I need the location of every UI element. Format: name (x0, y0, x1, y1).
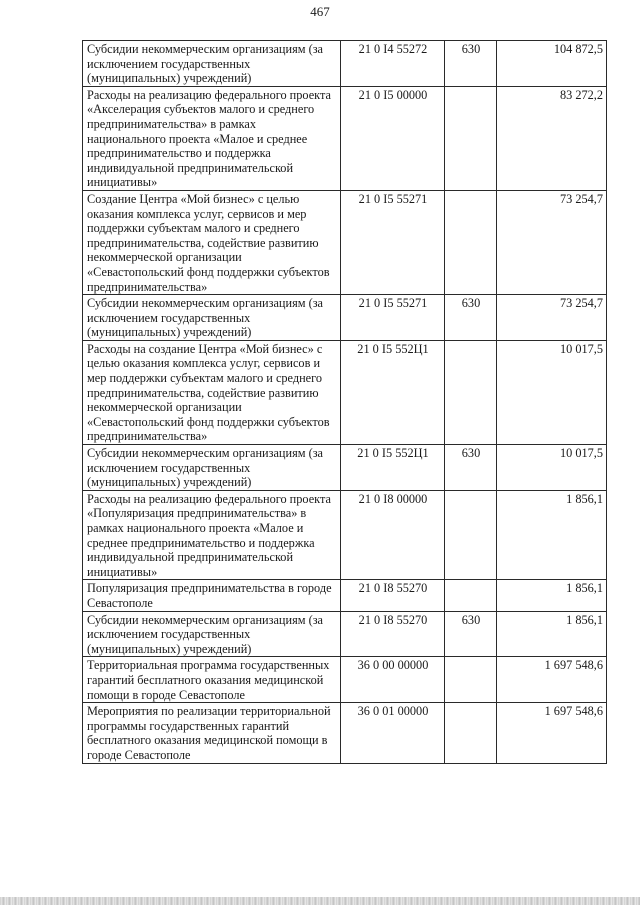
page-number: 467 (310, 4, 330, 19)
expense-name-cell: Расходы на создание Центра «Мой бизнес» с целью оказания комплекса услуг, сервисов и мер поддержки субъектам малого и среднего предпринимательства, содействие развитию некоммерческой организации «Севастопольский фонд поддержки субъектов предпринимательства» (83, 340, 341, 444)
expense-name-cell: Субсидии некоммерческим организациям (за исключением государственных (муниципальных) учреждений) (83, 41, 341, 87)
target-code-cell: 21 0 I5 552Ц1 (341, 445, 445, 491)
amount-cell: 73 254,7 (497, 295, 607, 341)
table-row (83, 86, 607, 190)
expense-type-cell (445, 190, 497, 294)
table-row (83, 611, 607, 657)
table-row (83, 657, 607, 703)
table-row (83, 703, 607, 763)
amount-cell: 10 017,5 (497, 445, 607, 491)
table-row (83, 490, 607, 580)
amount-cell: 73 254,7 (497, 190, 607, 294)
table-row (83, 445, 607, 491)
expense-name-cell: Субсидии некоммерческим организациям (за исключением государственных (муниципальных) учреждений) (83, 611, 341, 657)
table-row (83, 295, 607, 341)
expense-type-cell: 630 (445, 41, 497, 87)
target-code-cell: 21 0 I5 00000 (341, 86, 445, 190)
table-row (83, 190, 607, 294)
table-row (83, 580, 607, 611)
expense-type-cell (445, 703, 497, 763)
target-code-cell: 36 0 01 00000 (341, 703, 445, 763)
target-code-cell: 21 0 I5 55271 (341, 190, 445, 294)
amount-cell: 10 017,5 (497, 340, 607, 444)
expense-type-cell: 630 (445, 611, 497, 657)
target-code-cell: 21 0 I4 55272 (341, 41, 445, 87)
target-code-cell: 21 0 I8 00000 (341, 490, 445, 580)
amount-cell: 83 272,2 (497, 86, 607, 190)
amount-cell: 104 872,5 (497, 41, 607, 87)
expense-name-cell: Расходы на реализацию федерального проекта «Акселерация субъектов малого и среднего предпринимательства» в рамках национального проекта «Малое и среднее предпринимательство и поддержка индивидуальной предпринимательской инициативы» (83, 86, 341, 190)
expense-type-cell: 630 (445, 445, 497, 491)
target-code-cell: 21 0 I5 552Ц1 (341, 340, 445, 444)
amount-cell: 1 856,1 (497, 611, 607, 657)
expense-name-cell: Территориальная программа государственных гарантий бесплатного оказания медицинской помощи в городе Севастополе (83, 657, 341, 703)
expense-name-cell: Субсидии некоммерческим организациям (за исключением государственных (муниципальных) учреждений) (83, 445, 341, 491)
scan-edge (0, 897, 640, 905)
expense-type-cell (445, 580, 497, 611)
expense-name-cell: Субсидии некоммерческим организациям (за исключением государственных (муниципальных) учреждений) (83, 295, 341, 341)
expense-type-cell: 630 (445, 295, 497, 341)
target-code-cell: 36 0 00 00000 (341, 657, 445, 703)
expense-name-cell: Расходы на реализацию федерального проекта «Популяризация предпринимательства» в рамках национального проекта «Малое и среднее предпринимательство и поддержка индивидуальной предпринимательской инициативы» (83, 490, 341, 580)
expense-type-cell (445, 657, 497, 703)
target-code-cell: 21 0 I8 55270 (341, 580, 445, 611)
expense-type-cell (445, 490, 497, 580)
expense-type-cell (445, 86, 497, 190)
table-row (83, 41, 607, 87)
target-code-cell: 21 0 I5 55271 (341, 295, 445, 341)
amount-cell: 1 697 548,6 (497, 657, 607, 703)
amount-cell: 1 856,1 (497, 490, 607, 580)
expense-name-cell: Мероприятия по реализации территориальной программы государственных гарантий бесплатного оказания медицинской помощи в городе Севастополе (83, 703, 341, 763)
expense-type-cell (445, 340, 497, 444)
amount-cell: 1 856,1 (497, 580, 607, 611)
budget-table (82, 40, 607, 764)
expense-name-cell: Создание Центра «Мой бизнес» с целью оказания комплекса услуг, сервисов и мер поддержки субъектам малого и среднего предпринимательства, содействие развитию некоммерческой организации «Севастопольский фонд поддержки субъектов предпринимательства» (83, 190, 341, 294)
expense-name-cell: Популяризация предпринимательства в городе Севастополе (83, 580, 341, 611)
table-row (83, 340, 607, 444)
target-code-cell: 21 0 I8 55270 (341, 611, 445, 657)
amount-cell: 1 697 548,6 (497, 703, 607, 763)
